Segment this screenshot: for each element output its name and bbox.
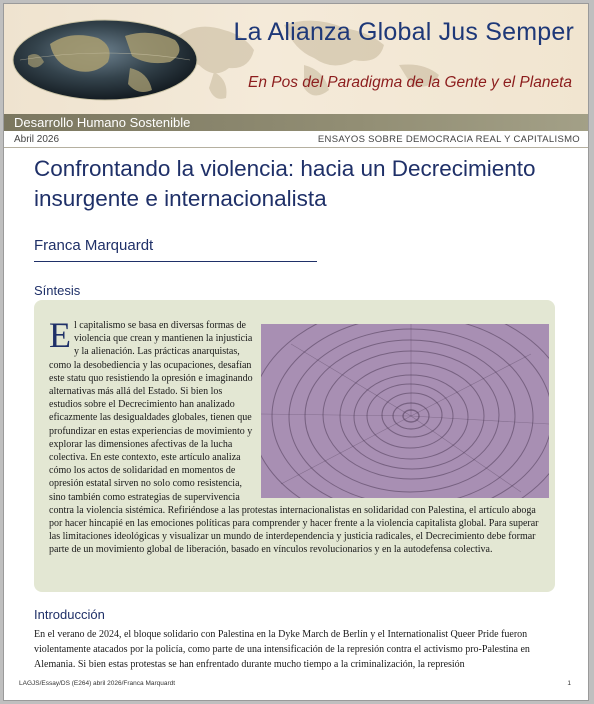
- abstract-body: [49, 315, 549, 557]
- page-number: 1: [567, 680, 571, 687]
- drop-cap: E: [49, 315, 71, 355]
- abstract-text: l capitalismo se basa en diversas formas de violencia que crean y mantienen la injusticia y la alienación. Las prácticas anarquistas, como la desobediencia y las ocupaciones, desafían este statu quo resistiendo la opresión e imaginando alternativas más allá del Estado. Si bien los estudios sobre el Decrecimiento han analizado eficazmente las desigualdades globales, tienen que profundizar en estas experiencias de movimiento y explorar las dimensiones afectivas de la lucha colectiva. En este contexto, este artículo analiza cómo los actos de solidaridad en momentos de opresión estatal sirven no solo como resistencia, sino también como estrategias de supervivencia contra la violencia sistémica. Refiriéndose a las protestas internacionalistas en solidaridad con Palestina, el artículo aboga por hacer hincapié en las emociones políticas para comprender y hacer frente a la violencia capitalista global. Para superar las limitaciones ideológicas y visualizar un mundo de interdependencia y justicia radicales, el Decrecimiento debe formar parte de un movimiento global de liberación, basado en vínculos revolucionarios y en la autodefensa colectiva.: [49, 320, 539, 556]
- article-title: Confrontando la violencia: hacia un Decrecimiento insurgente e internacionalista: [34, 156, 536, 211]
- footer-citation: LAGJS/Essay/DS (E264) abril 2026/Franca Marquardt: [19, 680, 176, 687]
- document-page: [3, 3, 589, 701]
- intro-heading: Introducción: [34, 607, 105, 622]
- header-divider: [4, 147, 589, 148]
- series-label: ENSAYOS SOBRE DEMOCRACIA REAL Y CAPITALISMO: [317, 134, 580, 145]
- author-name: Franca Marquardt: [34, 237, 154, 254]
- org-subtitle: En Pos del Paradigma de la Gente y el Planeta: [248, 74, 572, 91]
- issue-date: Abril 2026: [14, 134, 60, 145]
- globe-logo-icon: [10, 16, 250, 106]
- header-banner: [4, 4, 589, 114]
- tree-rings-image: [261, 324, 549, 498]
- abstract-heading: Síntesis: [34, 283, 81, 298]
- author-divider: [34, 261, 317, 262]
- org-title: La Alianza Global Jus Semper: [233, 18, 574, 46]
- intro-body: En el verano de 2024, el bloque solidario con Palestina en la Dyke March de Berlín y el Internationalist Queer Pride fueron violentamente atacados por la policía, como parte de una intensificación de la represión contra el activismo pro-Palestina en Alemania. Si bien estas protestas se han enfrentado durante mucho tiempo a la criminalización, la represión: [34, 629, 530, 670]
- section-bar: Desarrollo Humano Sostenible: [4, 114, 589, 131]
